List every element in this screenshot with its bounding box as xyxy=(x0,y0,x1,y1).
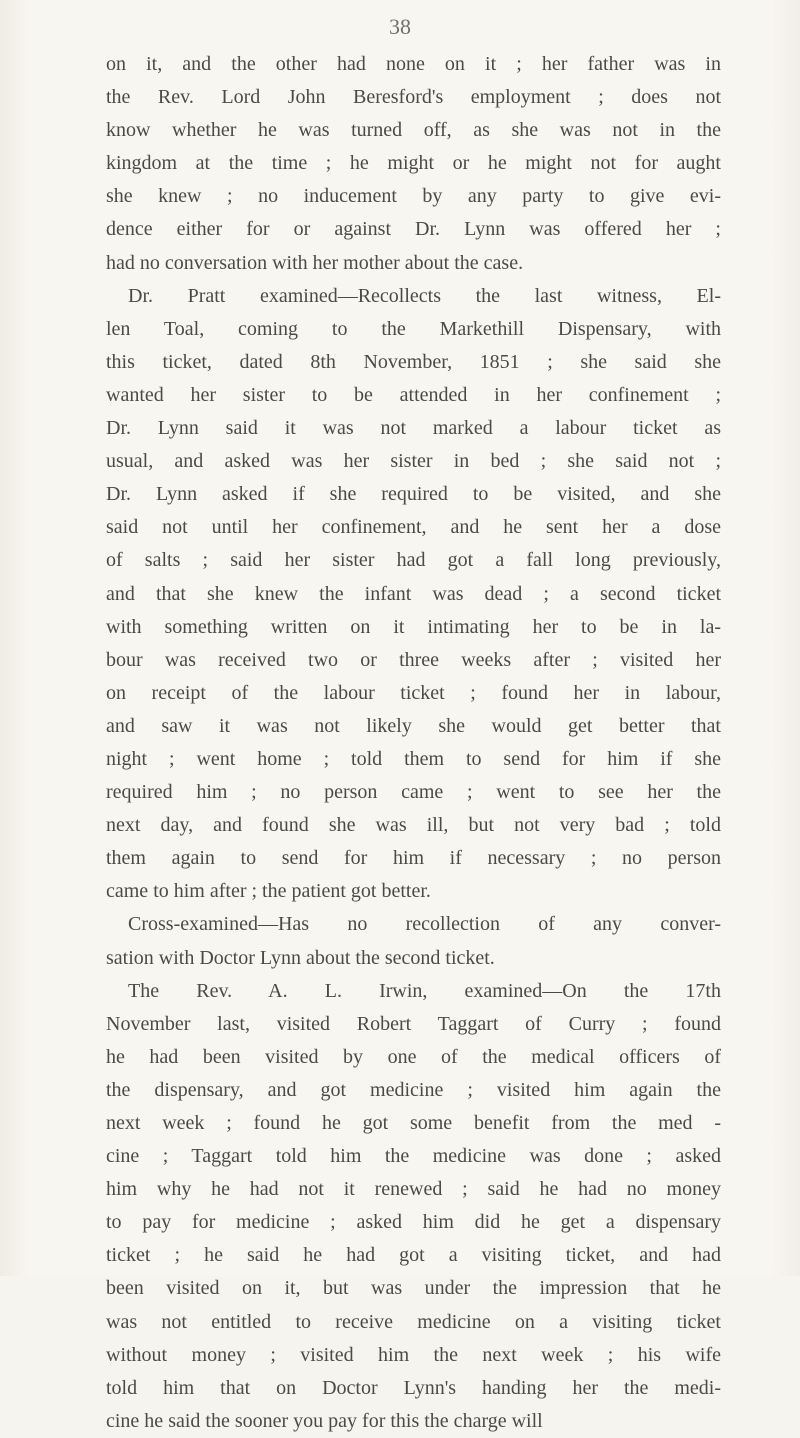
text-line: dence either for or against Dr. Lynn was offered her ; xyxy=(106,218,721,241)
text-line: usual, and asked was her sister in bed ; she said not ; xyxy=(106,450,721,473)
text-line: to pay for medicine ; asked him did he get a dispensary xyxy=(106,1211,721,1234)
text-line: Cross-examined—Has no recollection of any conver- xyxy=(128,913,721,936)
text-line: and that she knew the infant was dead ; a second ticket xyxy=(106,582,721,605)
text-line: came to him after ; the patient got better. xyxy=(106,880,431,903)
text-line: this ticket, dated 8th November, 1851 ; she said she xyxy=(106,350,721,373)
text-line: was not entitled to receive medicine on a visiting ticket xyxy=(106,1310,721,1333)
text-line: them again to send for him if necessary ; no person xyxy=(106,847,721,870)
text-line: on it, and the other had none on it ; her father was in xyxy=(106,53,721,75)
text-line: night ; went home ; told them to send for him if she xyxy=(106,747,721,770)
paragraph xyxy=(106,280,721,909)
text-line: been visited on it, but was under the impression that he xyxy=(106,1277,721,1300)
paragraph xyxy=(106,908,721,974)
text-line: know whether he was turned off, as she was not in the xyxy=(106,119,721,142)
text-line: Dr. Lynn asked if she required to be visited, and she xyxy=(106,483,721,506)
text-line: the dispensary, and got medicine ; visited him again the xyxy=(106,1078,721,1101)
text-line: him why he had not it renewed ; said he had no money xyxy=(106,1178,721,1201)
text-line: ticket ; he said he had got a visiting ticket, and had xyxy=(106,1244,721,1267)
paragraph xyxy=(106,975,721,1438)
text-line: cine ; Taggart told him the medicine was done ; asked xyxy=(106,1145,721,1168)
text-line: with something written on it intimating her to be in la- xyxy=(106,615,721,638)
text-line: said not until her confinement, and he sent her a dose xyxy=(106,516,721,539)
text-line: November last, visited Robert Taggart of Curry ; found xyxy=(106,1012,721,1035)
text-line: bour was received two or three weeks after ; visited her xyxy=(106,648,721,671)
text-line: wanted her sister to be attended in her confinement ; xyxy=(106,383,721,406)
text-line: Dr. Pratt examined—Recollects the last witness, El- xyxy=(128,284,721,307)
text-line: next week ; found he got some benefit from the med - xyxy=(106,1112,721,1134)
text-line: len Toal, coming to the Markethill Dispensary, with xyxy=(106,317,721,340)
text-line: required him ; no person came ; went to see her the xyxy=(106,781,721,804)
text-line: she knew ; no inducement by any party to give evi- xyxy=(106,185,721,208)
text-line: sation with Doctor Lynn about the second ticket. xyxy=(106,946,495,969)
text-line: he had been visited by one of the medical officers of xyxy=(106,1045,721,1068)
page-number: 38 xyxy=(389,14,411,39)
text-line: of salts ; said her sister had got a fall long previously, xyxy=(106,549,721,572)
text-line: cine he said the sooner you pay for this the charge will xyxy=(106,1409,543,1432)
text-line: next day, and found she was ill, but not very bad ; told xyxy=(106,814,721,837)
text-line: the Rev. Lord John Beresford's employment ; does not xyxy=(106,86,721,109)
text-line: told him that on Doctor Lynn's handing her the medi- xyxy=(106,1376,721,1399)
text-line: Dr. Lynn said it was not marked a labour ticket as xyxy=(106,417,721,440)
text-line: and saw it was not likely she would get better that xyxy=(106,714,721,737)
body-text xyxy=(106,48,721,1438)
text-line: kingdom at the time ; he might or he might not for aught xyxy=(106,152,721,175)
text-line: The Rev. A. L. Irwin, examined—On the 17th xyxy=(128,979,721,1002)
text-line: without money ; visited him the next week ; his wife xyxy=(106,1343,721,1366)
text-line: on receipt of the labour ticket ; found her in labour, xyxy=(106,681,721,704)
text-line: had no conversation with her mother about the case. xyxy=(106,251,524,274)
paragraph xyxy=(106,48,721,280)
